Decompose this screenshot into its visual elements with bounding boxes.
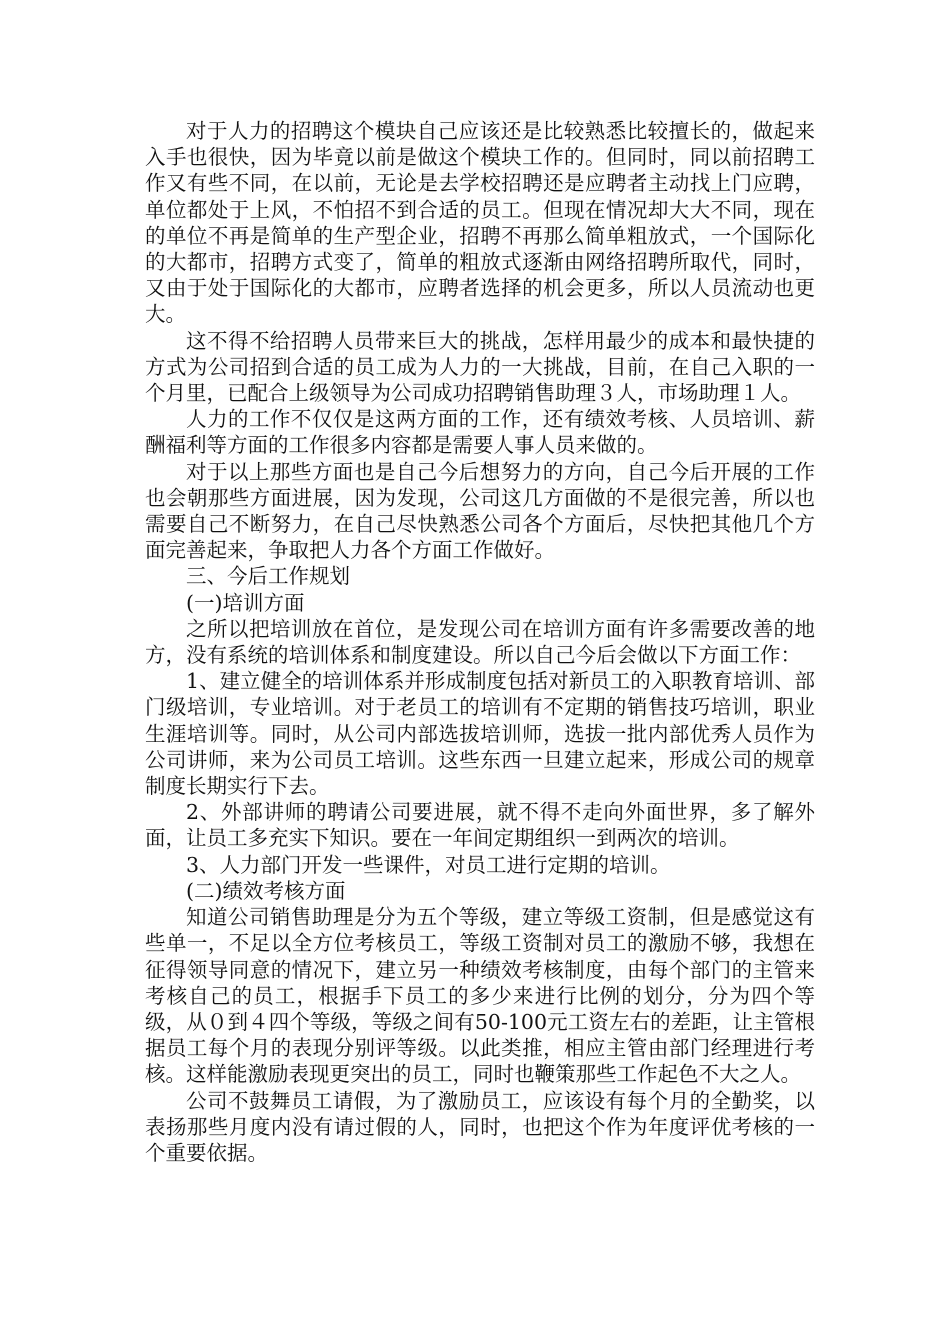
list-item-training-2: 2、外部讲师的聘请公司要进展，就不得不走向外面世界，多了解外面，让员工多充实下知识。要在一年间定期组织一到两次的培训。 bbox=[145, 800, 815, 851]
list-item-training-1: 1、建立健全的培训体系并形成制度包括对新员工的入职教育培训、部门级培训，专业培训。对于老员工的培训有不定期的销售技巧培训，职业生涯培训等。同时，从公司内部选拔培训师，选拔一批内部优秀人员作为公司讲师，来为公司员工培训。这些东西一旦建立起来，形成公司的规章制度长期实行下去。 bbox=[145, 669, 815, 799]
subsection-heading-training: (一)培训方面 bbox=[186, 590, 305, 615]
paragraph-training-intro: 之所以把培训放在首位，是发现公司在培训方面有许多需要改善的地方，没有系统的培训体系和制度建设。所以自己今后会做以下方面工作： bbox=[145, 616, 815, 668]
paragraph-challenge: 这不得不给招聘人员带来巨大的挑战，怎样用最少的成本和最快捷的方式为公司招到合适的员工成为人力的一大挑战，目前，在自己入职的一个月里，已配合上级领导为公司成功招聘销售助理３人，市场助理１人。 bbox=[145, 328, 815, 406]
paragraph-recruitment: 对于人力的招聘这个模块自己应该还是比较熟悉比较擅长的，做起来入手也很快，因为毕竟以前是做这个模块工作的。但同时，同以前招聘工作又有些不同，在以前，无论是去学校招聘还是应聘者主动找上门应聘，单位都处于上风，不怕招不到合适的员工。但现在情况却大大不同，现在的单位不再是简单的生产型企业，招聘不再那么简单粗放式，一个国际化的大都市，招聘方式变了，简单的粗放式逐渐由网络招聘所取代，同时，又由于处于国际化的大都市，应聘者选择的机会更多，所以人员流动也更大。 bbox=[145, 119, 815, 327]
paragraph-performance: 知道公司销售助理是分为五个等级，建立等级工资制，但是感觉这有些单一，不足以全方位考核员工，等级工资制对员工的激励不够，我想在征得领导同意的情况下，建立另一种绩效考核制度，由每个部门的主管来考核自己的员工，根据手下员工的多少来进行比例的划分，分为四个等级，从０到４四个等级，等级之间有50-100元工资左右的差距，让主管根据员工每个月的表现分别评等级。以此类推，相应主管由部门经理进行考核。这样能激励表现更突出的员工，同时也鞭策那些工作起色不大之人。 bbox=[145, 905, 815, 1087]
paragraph-attendance: 公司不鼓舞员工请假，为了激励员工，应该设有每个月的全勤奖，以表扬那些月度内没有请过假的人，同时，也把这个作为年度评优考核的一个重要依据。 bbox=[145, 1088, 815, 1165]
document-body bbox=[145, 118, 815, 1166]
subsection-heading-performance: (二)绩效考核方面 bbox=[186, 878, 346, 903]
paragraph-hr-scope: 人力的工作不仅仅是这两方面的工作，还有绩效考核、人员培训、薪酬福利等方面的工作很多内容都是需要人事人员来做的。 bbox=[145, 407, 815, 458]
paragraph-future-direction: 对于以上那些方面也是自己今后想努力的方向，自己今后开展的工作也会朝那些方面进展，因为发现，公司这几方面做的不是很完善，所以也需要自己不断努力，在自己尽快熟悉公司各个方面后，尽快把其他几个方面完善起来，争取把人力各个方面工作做好。 bbox=[145, 459, 815, 563]
list-item-training-3: 3、人力部门开发一些课件，对员工进行定期的培训。 bbox=[186, 852, 671, 877]
section-heading-work-plan: 三、今后工作规划 bbox=[186, 564, 350, 589]
